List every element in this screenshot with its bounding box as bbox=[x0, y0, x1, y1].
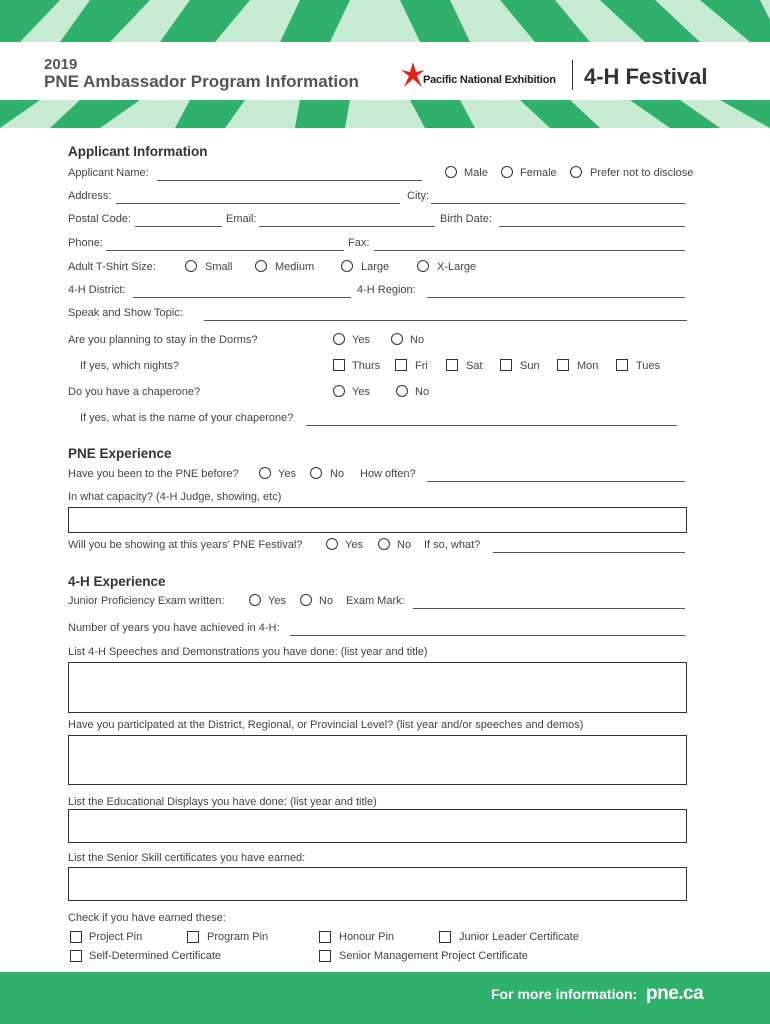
checkbox-honour-pin[interactable] bbox=[319, 931, 331, 943]
label-been-no: No bbox=[330, 468, 345, 480]
label-self-determined: Self-Determined Certificate bbox=[89, 950, 222, 962]
section-4h: 4-H Experience bbox=[68, 574, 166, 589]
label-exam-yes: Yes bbox=[268, 595, 286, 607]
label-sun: Sun bbox=[520, 360, 540, 372]
label-displays: List the Educational Displays you have done: (list year and title) bbox=[68, 796, 377, 808]
section-pne: PNE Experience bbox=[68, 446, 172, 461]
district-field[interactable] bbox=[133, 297, 351, 298]
label-thurs: Thurs bbox=[352, 360, 381, 372]
footer-text: For more information: bbox=[491, 986, 638, 1002]
speeches-box[interactable] bbox=[68, 662, 687, 713]
top-banner bbox=[0, 0, 770, 42]
radio-dorms-yes[interactable] bbox=[333, 333, 345, 345]
label-been-pne: Have you been to the PNE before? bbox=[68, 468, 239, 480]
checkbox-junior-leader[interactable] bbox=[439, 931, 451, 943]
checkbox-fri[interactable] bbox=[395, 359, 407, 371]
label-junior-leader: Junior Leader Certificate bbox=[459, 931, 579, 943]
postal-field[interactable] bbox=[135, 226, 222, 227]
label-exam: Junior Proficiency Exam written: bbox=[68, 595, 225, 607]
label-exam-mark: Exam Mark: bbox=[346, 595, 405, 607]
label-check-earned: Check if you have earned these: bbox=[68, 912, 226, 924]
participated-box[interactable] bbox=[68, 735, 687, 785]
checkbox-thurs[interactable] bbox=[333, 359, 345, 371]
radio-female[interactable] bbox=[501, 166, 513, 178]
label-dorms-yes: Yes bbox=[352, 334, 370, 346]
radio-been-yes[interactable] bbox=[259, 467, 271, 479]
radio-small[interactable] bbox=[185, 260, 197, 272]
label-showing-yes: Yes bbox=[345, 539, 363, 551]
label-district: 4-H District: bbox=[68, 284, 126, 296]
label-dorms-no: No bbox=[410, 334, 425, 346]
label-been-yes: Yes bbox=[278, 468, 296, 480]
label-project-pin: Project Pin bbox=[89, 931, 143, 943]
checkbox-program-pin[interactable] bbox=[187, 931, 199, 943]
radio-dorms-no[interactable] bbox=[391, 333, 403, 345]
if-so-field[interactable] bbox=[493, 552, 685, 553]
speak-topic-field[interactable] bbox=[204, 320, 687, 321]
radio-large[interactable] bbox=[341, 260, 353, 272]
label-program-pin: Program Pin bbox=[207, 931, 269, 943]
label-honour-pin: Honour Pin bbox=[339, 931, 395, 943]
label-senior-management: Senior Management Project Certificate bbox=[339, 950, 528, 962]
address-field[interactable] bbox=[116, 203, 400, 204]
how-often-field[interactable] bbox=[427, 481, 685, 482]
radio-male[interactable] bbox=[445, 166, 457, 178]
label-small: Small bbox=[205, 261, 233, 273]
checkbox-project-pin[interactable] bbox=[70, 931, 82, 943]
fax-field[interactable] bbox=[374, 250, 685, 251]
label-male: Male bbox=[464, 167, 488, 179]
label-speeches: List 4-H Speeches and Demonstrations you have done: (list year and title) bbox=[68, 646, 428, 658]
radio-showing-no[interactable] bbox=[378, 538, 390, 550]
label-chaperone-yes: Yes bbox=[352, 386, 370, 398]
logo-text: Pacific National Exhibition bbox=[423, 74, 556, 86]
radio-xlarge[interactable] bbox=[417, 260, 429, 272]
label-fax: Fax: bbox=[348, 237, 370, 249]
label-city: City: bbox=[407, 190, 429, 202]
label-how-often: How often? bbox=[360, 468, 416, 480]
label-years: Number of years you have achieved in 4-H: bbox=[68, 622, 280, 634]
label-phone: Phone: bbox=[68, 237, 103, 249]
label-xlarge: X-Large bbox=[437, 261, 477, 273]
birth-date-field[interactable] bbox=[499, 226, 685, 227]
header-divider bbox=[572, 60, 573, 90]
label-dorms: Are you planning to stay in the Dorms? bbox=[68, 334, 258, 346]
label-participated: Have you participated at the District, Regional, or Provincial Level? (list year and/or speeches and demos) bbox=[68, 719, 584, 731]
label-prefer-not: Prefer not to disclose bbox=[590, 167, 694, 179]
label-chaperone: Do you have a chaperone? bbox=[68, 386, 201, 398]
radio-showing-yes[interactable] bbox=[326, 538, 338, 550]
label-chaperone-name: If yes, what is the name of your chaperone? bbox=[80, 412, 294, 424]
radio-prefer-not[interactable] bbox=[570, 166, 582, 178]
label-applicant-name: Applicant Name: bbox=[68, 167, 149, 179]
checkbox-tues[interactable] bbox=[616, 359, 628, 371]
label-showing-no: No bbox=[397, 539, 412, 551]
label-showing: Will you be showing at this years' PNE Festival? bbox=[68, 539, 303, 551]
label-exam-no: No bbox=[319, 595, 334, 607]
label-female: Female bbox=[520, 167, 557, 179]
email-field[interactable] bbox=[259, 226, 435, 227]
checkbox-sun[interactable] bbox=[500, 359, 512, 371]
label-address: Address: bbox=[68, 190, 112, 202]
radio-been-no[interactable] bbox=[310, 467, 322, 479]
phone-field[interactable] bbox=[106, 250, 344, 251]
label-if-so: If so, what? bbox=[424, 539, 481, 551]
region-field[interactable] bbox=[427, 297, 685, 298]
footer-brand-link[interactable]: pne.ca bbox=[646, 983, 704, 1004]
label-email: Email: bbox=[226, 213, 257, 225]
senior-box[interactable] bbox=[68, 867, 687, 901]
label-speak: Speak and Show Topic: bbox=[68, 307, 183, 319]
applicant-name-field[interactable] bbox=[157, 180, 422, 181]
years-field[interactable] bbox=[290, 635, 685, 636]
label-region: 4-H Region: bbox=[357, 284, 416, 296]
section-applicant: Applicant Information bbox=[68, 144, 208, 159]
label-birth: Birth Date: bbox=[440, 213, 492, 225]
label-chaperone-no: No bbox=[415, 386, 430, 398]
radio-chaperone-no[interactable] bbox=[396, 385, 408, 397]
label-tshirt: Adult T-Shirt Size: bbox=[68, 261, 156, 273]
radio-exam-yes[interactable] bbox=[249, 594, 261, 606]
radio-exam-no[interactable] bbox=[300, 594, 312, 606]
form-year: 2019 bbox=[44, 56, 78, 73]
label-medium: Medium bbox=[275, 261, 315, 273]
label-large: Large bbox=[361, 261, 390, 273]
chaperone-name-field[interactable] bbox=[306, 425, 677, 426]
label-tues: Tues bbox=[636, 360, 661, 372]
label-senior: List the Senior Skill certificates you have earned: bbox=[68, 852, 306, 864]
festival-title: 4-H Festival bbox=[584, 64, 708, 89]
form-title: PNE Ambassador Program Information bbox=[44, 72, 359, 91]
label-nights: If yes, which nights? bbox=[80, 360, 180, 372]
checkbox-mon[interactable] bbox=[557, 359, 569, 371]
checkbox-senior-management[interactable] bbox=[319, 950, 331, 962]
lower-banner bbox=[0, 100, 770, 128]
radio-medium[interactable] bbox=[255, 260, 267, 272]
displays-box[interactable] bbox=[68, 809, 687, 843]
label-sat: Sat bbox=[466, 360, 483, 372]
label-postal: Postal Code: bbox=[68, 213, 131, 225]
city-field[interactable] bbox=[431, 203, 685, 204]
exam-mark-field[interactable] bbox=[413, 608, 685, 609]
checkbox-self-determined[interactable] bbox=[70, 950, 82, 962]
label-fri: Fri bbox=[415, 360, 428, 372]
label-capacity: In what capacity? (4-H Judge, showing, etc) bbox=[68, 491, 282, 503]
label-mon: Mon bbox=[577, 360, 599, 372]
capacity-box[interactable] bbox=[68, 507, 687, 533]
radio-chaperone-yes[interactable] bbox=[333, 385, 345, 397]
checkbox-sat[interactable] bbox=[446, 359, 458, 371]
